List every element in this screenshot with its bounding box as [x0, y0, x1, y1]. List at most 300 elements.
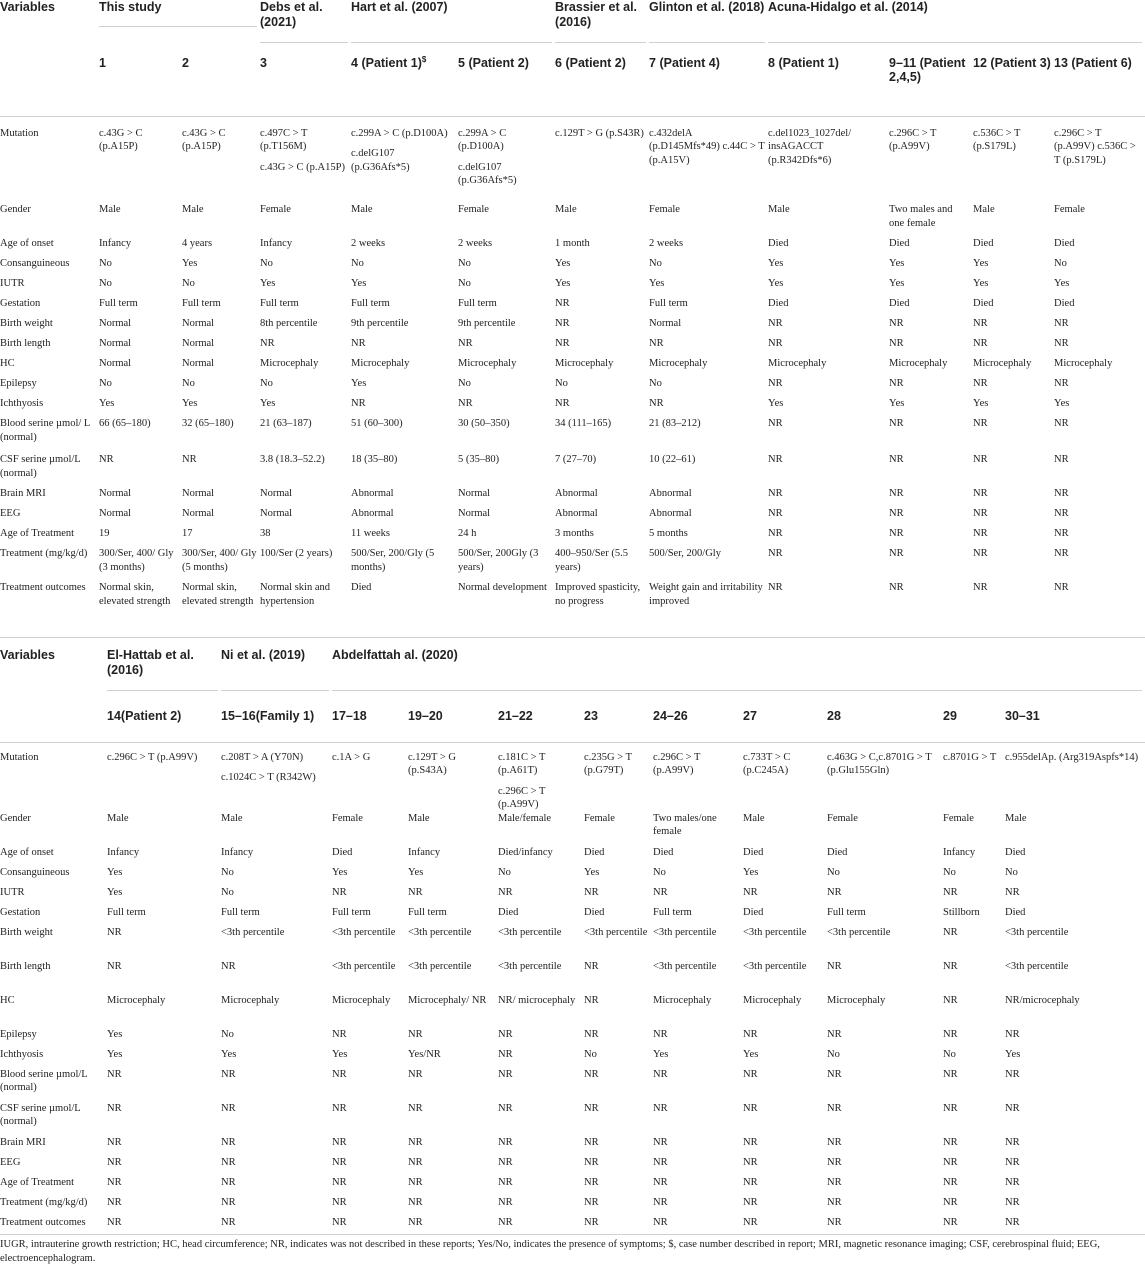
table-cell: Full term — [653, 906, 692, 918]
mutation-secondary: c.43G > C (p.A15P) — [260, 161, 345, 173]
table-cell: NR — [351, 338, 366, 349]
table-cell: NR — [332, 1136, 347, 1148]
table-cell: 24 h — [458, 528, 477, 539]
table-cell: Microcephaly — [889, 358, 948, 369]
table-cell: Normal skin and hypertension — [260, 582, 331, 607]
table-cell: Male — [107, 812, 129, 824]
table-cell: Yes — [182, 398, 198, 409]
patient-header: 15–16(Family 1) — [221, 709, 315, 723]
table-cell: No — [649, 258, 662, 269]
mutation-primary: c.299A > C (p.D100A) — [458, 127, 507, 152]
table-cell: Two males and one female — [889, 204, 953, 229]
row-label: Consanguineous — [0, 258, 70, 269]
table-cell: NR — [555, 398, 570, 409]
table-cell: NR — [408, 1196, 423, 1208]
table-cell: Improved spasticity, no progress — [555, 582, 641, 607]
table-cell: Yes — [768, 278, 784, 289]
table-cell: <3th percentile — [221, 926, 285, 938]
mutation-cell — [555, 116, 649, 203]
table-cell: NR — [332, 1196, 347, 1208]
row-label: Treatment outcomes — [0, 582, 86, 593]
table-cell: Microcephaly — [743, 994, 802, 1006]
table-cell: Infancy — [260, 238, 293, 249]
table-cell: No — [260, 258, 273, 269]
table-cell: No — [458, 278, 471, 289]
mutation-primary: c.299A > C (p.D100A) — [351, 127, 448, 139]
row-label: Consanguineous — [0, 866, 70, 878]
table-cell: NR — [653, 1196, 668, 1208]
table-cell: NR — [332, 1176, 347, 1188]
table-cell: 500/Ser, 200/Gly (5 months) — [351, 548, 435, 573]
patient-header: 3 — [260, 56, 267, 70]
table-cell: NR — [260, 338, 275, 349]
table-cell: Yes — [555, 258, 571, 269]
table-cell: 21 (83–212) — [649, 418, 701, 429]
table-cell: No — [827, 1048, 840, 1060]
table-cell: NR — [332, 1028, 347, 1040]
table-cell: NR — [649, 338, 664, 349]
table-cell: NR — [584, 1102, 599, 1114]
variables-header: Variables — [0, 648, 55, 662]
group-header: Abdelfattah al. (2020) — [332, 648, 1145, 692]
table-cell: Yes — [743, 866, 759, 878]
mutation-primary: c.497C > T (p.T156M) — [260, 127, 308, 152]
table-cell: Yes — [1054, 278, 1070, 289]
table-cell: NR — [555, 318, 570, 329]
table-cell: NR — [973, 454, 988, 465]
table-cell: NR — [1054, 528, 1069, 539]
table-footnote: IUGR, intrauterine growth restriction; HC, head circumference; NR, indicates was not described in these reports; Yes/No, indicates the presence of symptoms; $, case number described in report; MRI, magnetic resonance imaging; CSF, cerebrospinal fluid; EEG, electroencephalogram. — [0, 1239, 1100, 1264]
table-cell: NR — [973, 378, 988, 389]
row-label: Birth weight — [0, 926, 53, 938]
table-cell: Male — [973, 204, 995, 215]
table-cell: Yes — [768, 258, 784, 269]
table-cell: 500/Ser, 200/Gly — [649, 548, 721, 559]
group-header: Acuna-Hidalgo et al. (2014) — [768, 0, 1145, 44]
mutation-primary: c.1A > G — [332, 751, 371, 763]
table-cell: No — [458, 378, 471, 389]
mutation-cell — [943, 742, 1005, 812]
table-cell: NR — [943, 1028, 958, 1040]
table-cell: 2 weeks — [458, 238, 493, 249]
table-cell: Microcephaly/ NR — [408, 994, 487, 1006]
table-cell: <3th percentile — [408, 960, 472, 972]
mutation-cell — [1005, 742, 1145, 812]
table-cell: 66 (65–180) — [99, 418, 151, 429]
table-cell: Normal — [99, 508, 132, 519]
table-cell: Full term — [351, 298, 390, 309]
table-cell: Normal development — [458, 582, 547, 593]
table-bottom-divider — [0, 1234, 1145, 1235]
mutation-cell — [107, 742, 221, 812]
table-cell: <3th percentile — [653, 960, 717, 972]
table-cell: Normal — [458, 508, 491, 519]
table-cell: NR — [332, 886, 347, 898]
mutation-cell — [743, 742, 827, 812]
table-cell: No — [99, 378, 112, 389]
table-cell: Normal — [182, 508, 215, 519]
table-cell: 9th percentile — [351, 318, 409, 329]
table-cell: Yes — [973, 258, 989, 269]
table-cell: NR — [498, 1048, 513, 1060]
table-cell: No — [221, 1028, 234, 1040]
table-cell: NR — [889, 548, 904, 559]
table-cell: NR — [555, 298, 570, 309]
table-cell: NR — [743, 1196, 758, 1208]
table-cell: NR — [584, 1028, 599, 1040]
table-cell: NR — [1054, 378, 1069, 389]
table-cell: Normal — [260, 508, 293, 519]
mutation-cell — [221, 742, 332, 812]
table-cell: NR — [827, 1068, 842, 1080]
table-cell: NR — [653, 1176, 668, 1188]
table-cell: Normal — [99, 358, 132, 369]
table-cell: <3th percentile — [1005, 926, 1069, 938]
table-cell: Died — [351, 582, 372, 593]
table-cell: Abnormal — [351, 488, 394, 499]
table-cell: NR — [1005, 1176, 1020, 1188]
patient-header: 28 — [827, 709, 841, 723]
table-cell: NR — [1005, 1028, 1020, 1040]
table-cell: NR — [351, 398, 366, 409]
table-cell: NR — [889, 488, 904, 499]
table-cell: Yes — [107, 866, 123, 878]
table-cell: Normal — [458, 488, 491, 499]
table-cell: NR — [768, 488, 783, 499]
group-header: Ni et al. (2019) — [221, 648, 332, 692]
table-cell: Died — [1005, 906, 1026, 918]
table-cell: NR — [221, 1102, 236, 1114]
table-cell: NR — [1005, 1156, 1020, 1168]
table-cell: NR — [1005, 886, 1020, 898]
mutation-primary: c.955delAp. (Arg319Aspfs*14) — [1005, 751, 1139, 763]
table-cell: Yes — [768, 398, 784, 409]
table-cell: NR — [743, 1156, 758, 1168]
table-divider — [0, 637, 1145, 638]
table-cell: NR — [889, 508, 904, 519]
table-cell: NR — [743, 1028, 758, 1040]
table-cell: No — [260, 378, 273, 389]
table-cell: Infancy — [99, 238, 132, 249]
table-cell: NR — [827, 1028, 842, 1040]
mutation-cell — [973, 116, 1054, 203]
table-cell: No — [1005, 866, 1018, 878]
table-cell: Stillborn — [943, 906, 980, 918]
table-cell: NR — [1054, 338, 1069, 349]
table-cell: Normal — [99, 318, 132, 329]
table-cell: Died — [973, 298, 994, 309]
patient-header: 23 — [584, 709, 598, 723]
table-cell: NR — [768, 338, 783, 349]
table-cell: NR — [827, 1196, 842, 1208]
table-cell: Female — [1054, 204, 1085, 215]
table-cell: NR — [973, 582, 988, 593]
table-cell: Microcephaly — [1054, 358, 1113, 369]
row-label: Gestation — [0, 298, 41, 309]
mutation-cell — [351, 116, 458, 203]
table-cell: NR — [408, 1068, 423, 1080]
table-cell: Normal skin, elevated strength — [182, 582, 254, 607]
patient-header: 1 — [99, 56, 106, 70]
table-cell: 19 — [99, 528, 110, 539]
table-cell: 5 months — [649, 528, 688, 539]
table-cell: 10 (22–61) — [649, 454, 696, 465]
table-cell: Yes — [889, 258, 905, 269]
table-cell: Normal — [182, 358, 215, 369]
table-cell: Yes — [221, 1048, 237, 1060]
table-cell: <3th percentile — [498, 926, 562, 938]
group-header: Brassier et al. (2016) — [555, 0, 649, 44]
table-cell: 7 (27–70) — [555, 454, 597, 465]
table-cell: NR — [943, 1156, 958, 1168]
row-label: Treatment (mg/kg/d) — [0, 548, 88, 559]
patient-header: 5 (Patient 2) — [458, 56, 529, 70]
table-cell: NR — [107, 1102, 122, 1114]
table-cell: NR — [768, 508, 783, 519]
table-cell: Full term — [221, 906, 260, 918]
table-cell: NR — [498, 1102, 513, 1114]
table-cell: NR — [943, 1216, 958, 1228]
table-cell: 100/Ser (2 years) — [260, 548, 333, 559]
patient-header: 6 (Patient 2) — [555, 56, 626, 70]
row-label: Brain MRI — [0, 1136, 46, 1148]
mutation-primary: c.del1023_1027del/ insAGACCT (p.R342Dfs*6) — [768, 127, 852, 166]
table-cell: Yes — [973, 278, 989, 289]
row-label: Epilepsy — [0, 378, 37, 389]
table-cell: <3th percentile — [743, 960, 807, 972]
table-cell: Female — [584, 812, 615, 824]
table-cell: Died — [743, 906, 764, 918]
table-cell: NR — [408, 886, 423, 898]
patient-header: 4 (Patient 1)$ — [351, 54, 427, 70]
table-cell: Yes — [99, 398, 115, 409]
table-cell: No — [943, 866, 956, 878]
table-cell: NR — [584, 1176, 599, 1188]
table-cell: NR — [827, 1216, 842, 1228]
table-cell: Male — [221, 812, 243, 824]
mutation-cell — [1054, 116, 1145, 203]
table-cell: Male — [1005, 812, 1027, 824]
table-cell: Yes — [973, 398, 989, 409]
table-cell: Died — [827, 846, 848, 858]
table-cell: Yes — [332, 866, 348, 878]
table-cell: Died — [653, 846, 674, 858]
table-1 — [0, 0, 1145, 629]
table-cell: NR — [1054, 508, 1069, 519]
table-cell: NR — [943, 994, 958, 1006]
table-cell: 2 weeks — [649, 238, 684, 249]
table-cell: Yes — [653, 1048, 669, 1060]
table-cell: <3th percentile — [743, 926, 807, 938]
group-header: El-Hattab et al. (2016) — [107, 648, 221, 692]
table-cell: NR — [943, 1068, 958, 1080]
table-cell: NR — [943, 1176, 958, 1188]
table-cell: Full term — [827, 906, 866, 918]
table-cell: NR — [743, 1068, 758, 1080]
table-cell: NR — [768, 528, 783, 539]
table-cell: Full term — [458, 298, 497, 309]
table-cell: No — [584, 1048, 597, 1060]
table-cell: 400–950/Ser (5.5 years) — [555, 548, 628, 573]
table-cell: NR — [1005, 1136, 1020, 1148]
row-label: IUTR — [0, 886, 25, 898]
table-cell: No — [653, 866, 666, 878]
table-cell: NR — [1054, 548, 1069, 559]
table-cell: No — [458, 258, 471, 269]
table-cell: Microcephaly — [973, 358, 1032, 369]
table-cell: Male — [408, 812, 430, 824]
table-cell: NR — [555, 338, 570, 349]
row-label: Blood serine µmol/L (normal) — [0, 1068, 88, 1093]
patient-header: 7 (Patient 4) — [649, 56, 720, 70]
table-cell: Normal — [182, 338, 215, 349]
table-cell: NR — [332, 1156, 347, 1168]
patient-header: 21–22 — [498, 709, 533, 723]
table-cell: Female — [332, 812, 363, 824]
table-cell: NR — [827, 1102, 842, 1114]
table-cell: NR — [107, 1136, 122, 1148]
table-cell: NR — [584, 1196, 599, 1208]
table-cell: Infancy — [107, 846, 140, 858]
table-cell: NR — [943, 960, 958, 972]
table-cell: NR — [498, 1136, 513, 1148]
table-cell: Yes — [1005, 1048, 1021, 1060]
table-cell: NR — [827, 960, 842, 972]
mutation-primary: c.181C > T (p.A61T) — [498, 751, 546, 776]
table-cell: NR — [768, 454, 783, 465]
table-cell: Male — [182, 204, 204, 215]
table-cell: NR — [653, 1068, 668, 1080]
table-cell: NR — [584, 960, 599, 972]
table-cell: Normal — [649, 318, 682, 329]
table-cell: 3.8 (18.3–52.2) — [260, 454, 325, 465]
table-cell: NR — [107, 1156, 122, 1168]
table-cell: Microcephaly — [107, 994, 166, 1006]
table-cell: Died — [973, 238, 994, 249]
table-cell: Died — [1054, 238, 1075, 249]
mutation-cell — [458, 116, 555, 203]
mutation-primary: c.432delA (p.D145Mfs*49) c.44C > T (p.A15V) — [649, 127, 765, 166]
table-cell: 300/Ser, 400/ Gly (5 months) — [182, 548, 257, 573]
mutation-primary: c.296C > T (p.A99V) — [889, 127, 937, 152]
table-cell: Died — [332, 846, 353, 858]
row-label: Birth length — [0, 960, 51, 972]
table-cell: No — [182, 278, 195, 289]
table-cell: Died — [584, 846, 605, 858]
table-cell: NR — [1005, 1196, 1020, 1208]
table-cell: Weight gain and irritability improved — [649, 582, 763, 607]
table-cell: NR — [743, 1176, 758, 1188]
table-cell: NR — [221, 1176, 236, 1188]
table-cell: NR — [743, 1136, 758, 1148]
row-label: Age of Treatment — [0, 1176, 75, 1188]
table-cell: NR — [221, 960, 236, 972]
table-cell: Infancy — [408, 846, 441, 858]
table-cell: 51 (60–300) — [351, 418, 403, 429]
table-cell: NR — [221, 1156, 236, 1168]
table-cell: NR — [332, 1068, 347, 1080]
mutation-primary: c.129T > G (p.S43R) — [555, 127, 644, 139]
table-cell: NR — [408, 1136, 423, 1148]
mutation-cell — [584, 742, 653, 812]
mutation-cell — [889, 116, 973, 203]
table-cell: Microcephaly — [458, 358, 517, 369]
row-label-mutation: Mutation — [0, 116, 99, 203]
table-cell: 1 month — [555, 238, 590, 249]
table-cell: 30 (50–350) — [458, 418, 510, 429]
table-cell: NR — [498, 1028, 513, 1040]
table-cell: 17 — [182, 528, 193, 539]
mutation-cell — [99, 116, 182, 203]
table-cell: <3th percentile — [1005, 960, 1069, 972]
table-cell: NR — [584, 1068, 599, 1080]
table-cell: NR — [1005, 1216, 1020, 1228]
table-cell: 32 (65–180) — [182, 418, 234, 429]
table-cell: No — [649, 378, 662, 389]
table-cell: NR — [889, 528, 904, 539]
table-cell: NR — [107, 1216, 122, 1228]
patient-header: 14(Patient 2) — [107, 709, 182, 723]
table-cell: NR — [649, 398, 664, 409]
table-cell: 38 — [260, 528, 271, 539]
table-cell: NR — [768, 318, 783, 329]
table-cell: No — [943, 1048, 956, 1060]
table-cell: Yes — [584, 866, 600, 878]
table-cell: Microcephaly — [351, 358, 410, 369]
table-cell: NR — [827, 1156, 842, 1168]
table-cell: Yes — [107, 1028, 123, 1040]
patient-header: 19–20 — [408, 709, 443, 723]
table-cell: Yes — [107, 886, 123, 898]
table-cell: NR — [1054, 454, 1069, 465]
table-cell: Yes — [332, 1048, 348, 1060]
table-cell: Male — [768, 204, 790, 215]
table-cell: NR — [458, 398, 473, 409]
row-label: Treatment (mg/kg/d) — [0, 1196, 88, 1208]
table-cell: 4 years — [182, 238, 213, 249]
table-cell: 8th percentile — [260, 318, 318, 329]
table-cell: Male — [351, 204, 373, 215]
group-header: Debs et al. (2021) — [260, 0, 351, 44]
table-cell: NR — [408, 1102, 423, 1114]
table-cell: NR — [107, 960, 122, 972]
mutation-primary: c.296C > T (p.A99V) — [653, 751, 701, 776]
table-cell: Full term — [260, 298, 299, 309]
table-cell: NR — [889, 338, 904, 349]
row-label: Age of Treatment — [0, 528, 75, 539]
table-cell: Male — [743, 812, 765, 824]
table-cell: NR — [768, 378, 783, 389]
table-cell: NR — [943, 926, 958, 938]
mutation-cell — [653, 742, 743, 812]
table-cell: Infancy — [943, 846, 976, 858]
table-cell: NR — [221, 1068, 236, 1080]
row-label: EEG — [0, 1156, 21, 1168]
patient-header: 13 (Patient 6) — [1054, 56, 1132, 70]
table-cell: Died/infancy — [498, 846, 553, 858]
table-cell: NR — [827, 1136, 842, 1148]
patient-header: 8 (Patient 1) — [768, 56, 839, 70]
mutation-secondary: c.1024C > T (R342W) — [221, 772, 316, 783]
table-cell: NR — [1005, 1102, 1020, 1114]
table-cell: NR — [107, 1196, 122, 1208]
mutation-primary: c.208T > A (Y70N) — [221, 751, 304, 763]
patient-header: 24–26 — [653, 709, 688, 723]
mutation-primary: c.43G > C (p.A15P) — [99, 127, 143, 152]
table-cell: Yes — [260, 398, 276, 409]
table-cell: NR — [768, 418, 783, 429]
table-cell: Yes — [107, 1048, 123, 1060]
